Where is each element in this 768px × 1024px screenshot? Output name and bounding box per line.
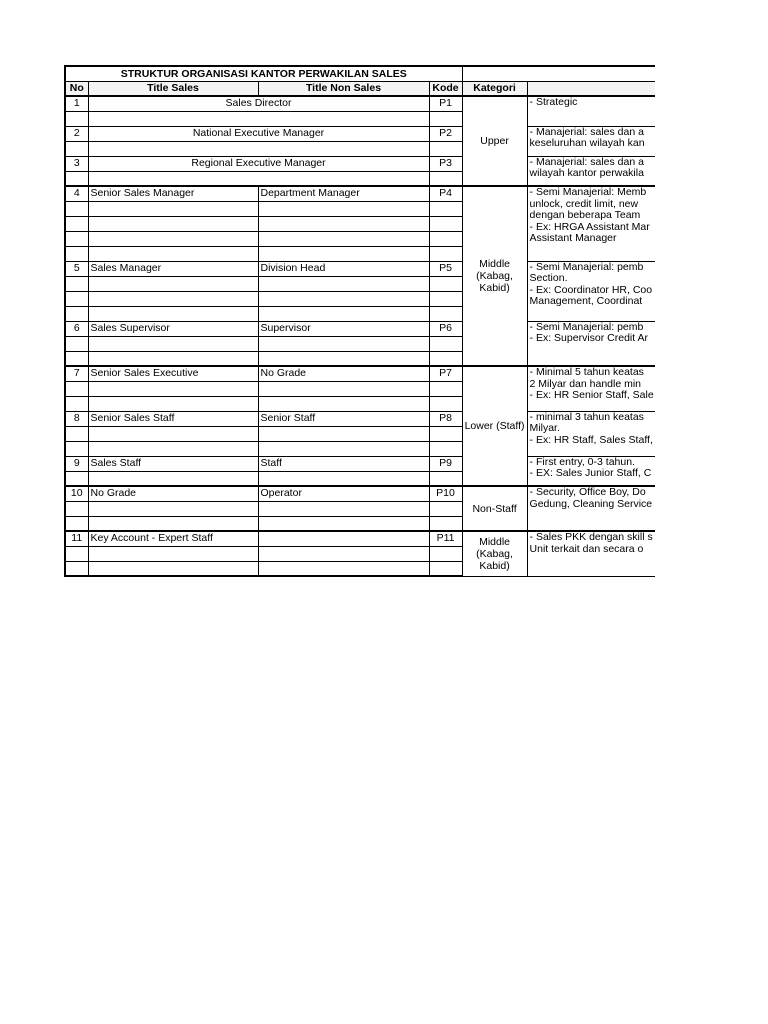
description-line: - Ex: HRGA Assistant Mar bbox=[529, 220, 650, 233]
cell-empty bbox=[65, 246, 88, 261]
cell-kategori: Middle (Kabag, Kabid) bbox=[462, 531, 527, 576]
cell-empty bbox=[429, 201, 462, 216]
description-line: - Semi Manajerial: Memb bbox=[529, 186, 647, 198]
cell-empty bbox=[65, 426, 88, 441]
col-header-kode: Kode bbox=[429, 81, 462, 96]
cell-description bbox=[527, 411, 655, 456]
description-line: - Semi Manajerial: pemb bbox=[529, 261, 644, 273]
cell-empty bbox=[88, 396, 258, 411]
cell-description bbox=[527, 321, 655, 366]
cell-empty bbox=[258, 306, 429, 321]
cell-empty bbox=[88, 561, 258, 576]
cell-title-sales: Senior Sales Executive bbox=[88, 366, 258, 381]
description-line: Section. bbox=[529, 272, 568, 284]
cell-title-sales: Key Account - Expert Staff bbox=[88, 531, 258, 546]
cell-no: 1 bbox=[65, 96, 88, 111]
cell-empty bbox=[429, 546, 462, 561]
cell-description bbox=[527, 156, 655, 186]
cell-title-sales: Sales Manager bbox=[88, 261, 258, 276]
cell-empty bbox=[65, 471, 88, 486]
cell-empty bbox=[429, 276, 462, 291]
cell-empty bbox=[88, 276, 258, 291]
col-header-title-non-sales: Title Non Sales bbox=[258, 81, 429, 96]
cell-empty bbox=[88, 201, 258, 216]
cell-empty bbox=[65, 306, 88, 321]
sheet-title: STRUKTUR ORGANISASI KANTOR PERWAKILAN SALES bbox=[65, 66, 462, 81]
cell-empty bbox=[258, 501, 429, 516]
cell-empty bbox=[258, 396, 429, 411]
header-row bbox=[65, 81, 655, 96]
cell-empty bbox=[258, 231, 429, 246]
cell-empty bbox=[429, 471, 462, 486]
description-line: dengan beberapa Team bbox=[529, 209, 641, 221]
cell-empty bbox=[429, 501, 462, 516]
table-row bbox=[65, 486, 655, 501]
cell-kode: P3 bbox=[429, 156, 462, 171]
cell-empty bbox=[429, 441, 462, 456]
description-line: wilayah kantor perwakila bbox=[529, 167, 644, 179]
cell-empty bbox=[88, 516, 258, 531]
cell-no: 2 bbox=[65, 126, 88, 141]
description-line: - First entry, 0-3 tahun. bbox=[529, 456, 635, 468]
cell-empty bbox=[88, 381, 258, 396]
title-row bbox=[65, 66, 655, 81]
description-line: - Minimal 5 tahun keatas bbox=[529, 366, 644, 378]
cell-empty bbox=[65, 561, 88, 576]
cell-empty bbox=[258, 441, 429, 456]
description-line: 2 Milyar dan handle min bbox=[529, 377, 642, 390]
cell-description bbox=[527, 456, 655, 486]
cell-description bbox=[527, 531, 655, 576]
title-row-blank bbox=[462, 66, 655, 81]
cell-empty bbox=[429, 231, 462, 246]
cell-description bbox=[527, 261, 655, 321]
cell-empty bbox=[258, 216, 429, 231]
cell-title-sales: No Grade bbox=[88, 486, 258, 501]
cell-kategori: Lower (Staff) bbox=[462, 366, 527, 486]
cell-empty bbox=[88, 441, 258, 456]
table-row bbox=[65, 261, 655, 276]
cell-empty bbox=[429, 381, 462, 396]
cell-title-non-sales: Staff bbox=[258, 456, 429, 471]
cell-title-sales: National Executive Manager bbox=[88, 126, 429, 141]
description-line: - Ex: HR Senior Staff, Sale bbox=[529, 389, 654, 401]
cell-no: 11 bbox=[65, 531, 88, 546]
cell-empty bbox=[65, 336, 88, 351]
cell-empty bbox=[429, 336, 462, 351]
cell-title-sales: Sales Staff bbox=[88, 456, 258, 471]
cell-empty bbox=[88, 426, 258, 441]
cell-kode: P1 bbox=[429, 96, 462, 111]
cell-empty bbox=[429, 141, 462, 156]
cell-empty bbox=[88, 216, 258, 231]
cell-empty bbox=[65, 351, 88, 366]
cell-no: 5 bbox=[65, 261, 88, 276]
table-row bbox=[65, 531, 655, 546]
cell-no: 7 bbox=[65, 366, 88, 381]
cell-no: 3 bbox=[65, 156, 88, 171]
cell-kode: P11 bbox=[429, 531, 462, 546]
cell-title-sales: Senior Sales Manager bbox=[88, 186, 258, 201]
table-row bbox=[65, 321, 655, 336]
description-line: unlock, credit limit, new bbox=[529, 197, 639, 210]
cell-empty bbox=[258, 276, 429, 291]
cell-no: 10 bbox=[65, 486, 88, 501]
cell-description bbox=[527, 96, 655, 126]
cell-empty bbox=[429, 426, 462, 441]
cell-empty bbox=[65, 171, 88, 186]
cell-empty bbox=[429, 561, 462, 576]
cell-title-non-sales: Supervisor bbox=[258, 321, 429, 336]
table-row bbox=[65, 96, 655, 111]
col-header-kategori: Kategori bbox=[462, 81, 527, 96]
cell-kode: P7 bbox=[429, 366, 462, 381]
cell-empty bbox=[429, 111, 462, 126]
cell-kode: P8 bbox=[429, 411, 462, 426]
cell-empty bbox=[429, 171, 462, 186]
cell-empty bbox=[88, 246, 258, 261]
cell-title-sales: Sales Supervisor bbox=[88, 321, 258, 336]
description-line: Management, Coordinat bbox=[529, 295, 643, 307]
description-line: - Security, Office Boy, Do bbox=[529, 486, 646, 498]
description-line: - minimal 3 tahun keatas bbox=[529, 411, 644, 423]
cell-kategori: Upper bbox=[462, 96, 527, 186]
description-line: - Strategic bbox=[529, 96, 578, 108]
cell-empty bbox=[429, 396, 462, 411]
cell-empty bbox=[88, 171, 429, 186]
cell-empty bbox=[88, 306, 258, 321]
cell-empty bbox=[258, 336, 429, 351]
cell-kode: P6 bbox=[429, 321, 462, 336]
cell-description bbox=[527, 186, 655, 261]
cell-no: 6 bbox=[65, 321, 88, 336]
cell-empty bbox=[88, 351, 258, 366]
description-line: Gedung, Cleaning Service bbox=[529, 497, 653, 510]
cell-title-sales: Senior Sales Staff bbox=[88, 411, 258, 426]
cell-empty bbox=[258, 471, 429, 486]
description-line: - Ex: Supervisor Credit Ar bbox=[529, 332, 648, 344]
col-header-no: No bbox=[65, 81, 88, 96]
cell-empty bbox=[88, 141, 429, 156]
description-line: Unit terkait dan secara o bbox=[529, 542, 644, 555]
cell-no: 8 bbox=[65, 411, 88, 426]
cell-empty bbox=[88, 111, 429, 126]
cell-empty bbox=[65, 216, 88, 231]
cell-empty bbox=[258, 201, 429, 216]
cell-empty bbox=[88, 546, 258, 561]
cell-empty bbox=[429, 351, 462, 366]
cell-empty bbox=[88, 291, 258, 306]
cell-kode: P10 bbox=[429, 486, 462, 501]
organization-structure-table bbox=[64, 65, 655, 577]
col-header-title-sales: Title Sales bbox=[88, 81, 258, 96]
cell-description bbox=[527, 486, 655, 531]
cell-empty bbox=[258, 291, 429, 306]
table-row bbox=[65, 456, 655, 471]
cell-empty bbox=[258, 246, 429, 261]
description-line: - Manajerial: sales dan a bbox=[529, 126, 644, 138]
cell-kode: P2 bbox=[429, 126, 462, 141]
cell-empty bbox=[65, 516, 88, 531]
cell-description bbox=[527, 126, 655, 156]
cell-empty bbox=[258, 516, 429, 531]
cell-empty bbox=[65, 111, 88, 126]
table-row bbox=[65, 366, 655, 381]
cell-description bbox=[527, 366, 655, 411]
spreadsheet-view bbox=[64, 65, 655, 623]
cell-empty bbox=[429, 246, 462, 261]
cell-empty bbox=[258, 546, 429, 561]
description-line: - Ex: HR Staff, Sales Staff, bbox=[529, 433, 653, 446]
cell-empty bbox=[65, 231, 88, 246]
cell-kode: P5 bbox=[429, 261, 462, 276]
cell-title-non-sales: Department Manager bbox=[258, 186, 429, 201]
cell-empty bbox=[65, 396, 88, 411]
description-line: Assistant Manager bbox=[529, 232, 617, 244]
cell-empty bbox=[258, 381, 429, 396]
description-line: - Sales PKK dengan skill s bbox=[529, 531, 653, 543]
cell-empty bbox=[429, 291, 462, 306]
table-row bbox=[65, 186, 655, 201]
cell-empty bbox=[88, 501, 258, 516]
cell-title-sales: Regional Executive Manager bbox=[88, 156, 429, 171]
cell-title-non-sales: Division Head bbox=[258, 261, 429, 276]
cell-empty bbox=[258, 561, 429, 576]
cell-empty bbox=[429, 216, 462, 231]
cell-empty bbox=[88, 336, 258, 351]
cell-title-non-sales: Operator bbox=[258, 486, 429, 501]
description-line: - Ex: Coordinator HR, Coo bbox=[529, 283, 653, 296]
cell-empty bbox=[258, 426, 429, 441]
col-header-description bbox=[527, 81, 655, 96]
cell-title-non-sales: Senior Staff bbox=[258, 411, 429, 426]
table-row bbox=[65, 156, 655, 171]
cell-kode: P4 bbox=[429, 186, 462, 201]
cell-title-sales: Sales Director bbox=[88, 96, 429, 111]
cell-empty bbox=[429, 306, 462, 321]
cell-empty bbox=[429, 516, 462, 531]
cell-empty bbox=[65, 381, 88, 396]
table-row bbox=[65, 411, 655, 426]
cell-no: 9 bbox=[65, 456, 88, 471]
cell-kategori: Middle (Kabag, Kabid) bbox=[462, 186, 527, 366]
description-line: keseluruhan wilayah kan bbox=[529, 137, 645, 149]
cell-empty bbox=[65, 546, 88, 561]
cell-empty bbox=[65, 201, 88, 216]
cell-title-non-sales bbox=[258, 531, 429, 546]
cell-empty bbox=[65, 291, 88, 306]
cell-empty bbox=[65, 141, 88, 156]
description-line: - Semi Manajerial: pemb bbox=[529, 321, 644, 333]
cell-empty bbox=[65, 501, 88, 516]
cell-empty bbox=[65, 276, 88, 291]
description-line: - EX: Sales Junior Staff, C bbox=[529, 467, 652, 479]
description-line: Milyar. bbox=[529, 422, 560, 434]
cell-empty bbox=[88, 471, 258, 486]
description-line: - Manajerial: sales dan a bbox=[529, 156, 644, 168]
cell-empty bbox=[65, 441, 88, 456]
cell-empty bbox=[88, 231, 258, 246]
table-row bbox=[65, 126, 655, 141]
cell-kode: P9 bbox=[429, 456, 462, 471]
cell-title-non-sales: No Grade bbox=[258, 366, 429, 381]
cell-kategori: Non-Staff bbox=[462, 486, 527, 531]
cell-empty bbox=[258, 351, 429, 366]
cell-no: 4 bbox=[65, 186, 88, 201]
